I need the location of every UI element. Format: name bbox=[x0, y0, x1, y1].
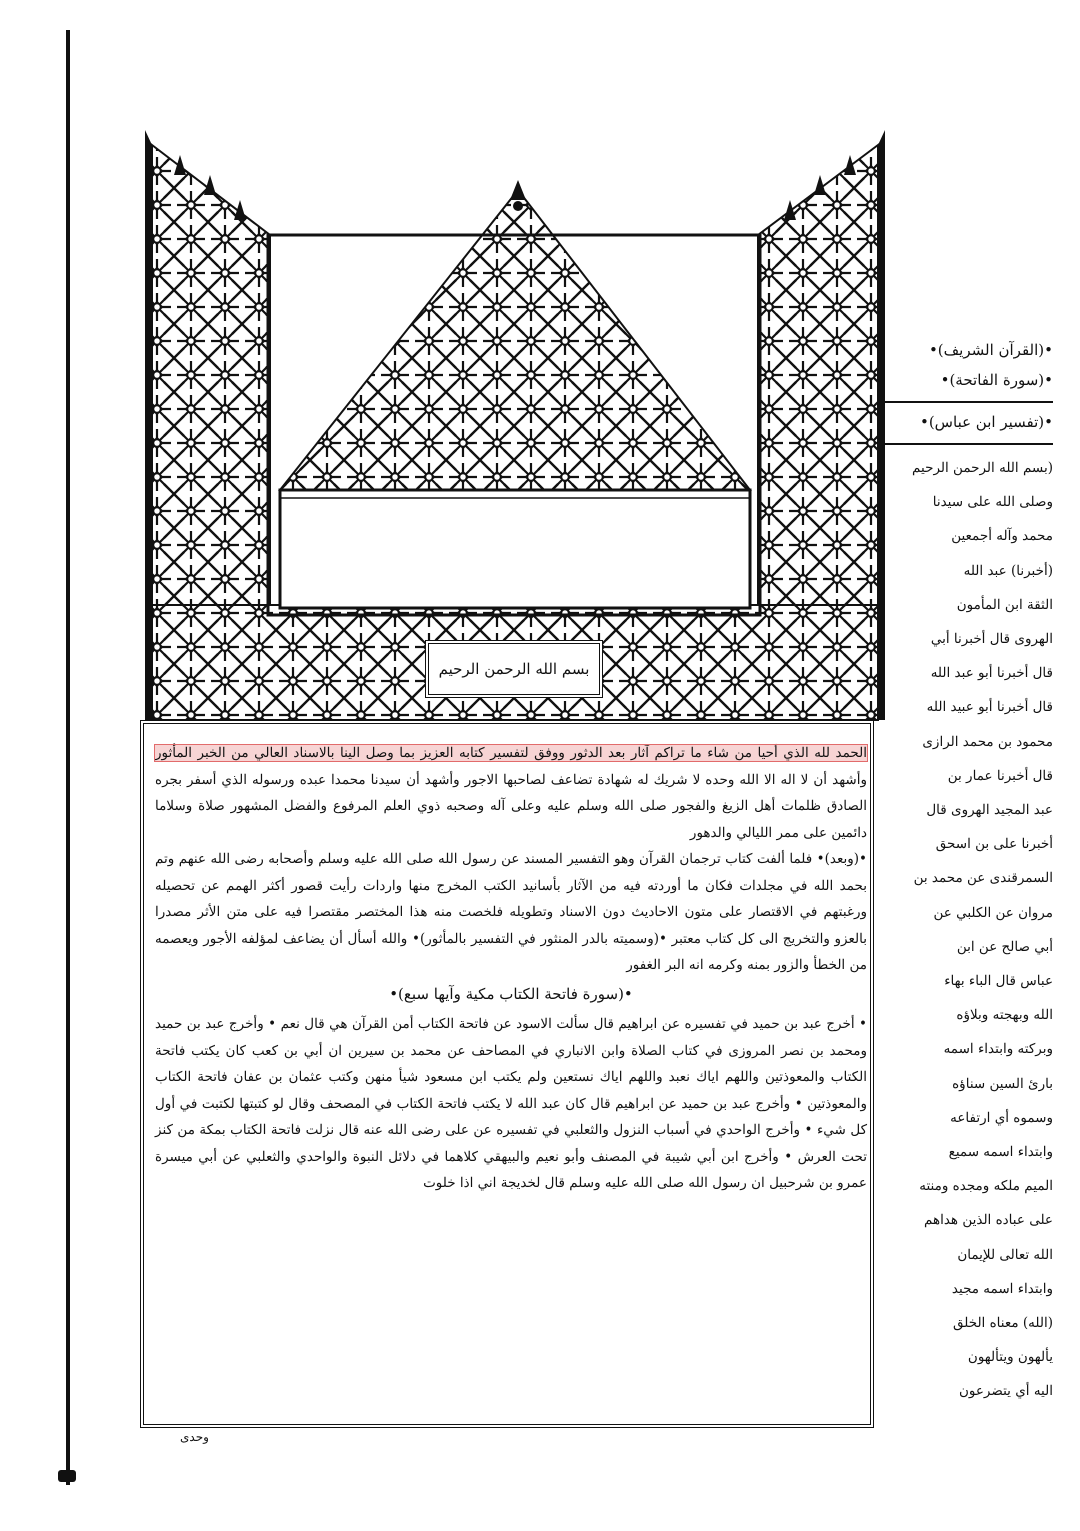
side-line: وصلى الله على سيدنا bbox=[932, 494, 1053, 511]
side-line: أخبرنا على بن اسحق bbox=[935, 836, 1053, 853]
side-heading-tafsir: •(تفسير ابن عباس)• bbox=[919, 413, 1053, 431]
paragraph-narrations: • أخرج عبد بن حميد في تفسيره عن ابراهيم قال سألت الاسود عن فاتحة الكتاب أمن القرآن هي قال نعم • وأخرج عبد بن حميد ومحمد بن نصر المروزى في كتاب الصلاة وابن الانباري في المصاحف عن محمد بن سيرين ان أبي بن كعب كان يكتب فاتحة الكتاب والمعوذتين واللهم اياك نعبد واللهم اياك نستعين ولم يكتب ابن مسعود شيأ منهن وكتب عثمان بن عفان فاتحة الكتاب والمعوذتين • وأخرج عبد بن حميد عن ابراهيم قال كان عبد الله لا يكتب فاتحة الكتاب في المصحف وقال لو كتبتها لكتبت في أول كل شيء • وأخرج الواحدي في أسباب النزول والثعلبي في تفسيره عن على رضى الله عنه قال نزلت فاتحة الكتاب بمكة من كنز تحت العرش • وأخرج ابن أبي شيبة في المصنف وأبو نعيم والبيهقي كلاهما في دلائل النبوة والواحدي والثعلبي عن أبي ميسرة عمرو بن شرحبيل ان رسول الله صلى الله عليه وسلم قال لخديجة اني اذا خلوت bbox=[155, 1016, 867, 1191]
side-line: الله وبهجته وبلاؤه bbox=[956, 1007, 1053, 1024]
side-line: الهروى قال أخبرنا أبي bbox=[930, 631, 1053, 648]
side-line: مروان عن الكلبي عن bbox=[933, 904, 1053, 921]
side-line: قال أخبرنا عمار بن bbox=[947, 767, 1053, 784]
basmala-box bbox=[425, 640, 603, 698]
side-line: يألهون ويتألهون bbox=[967, 1349, 1053, 1366]
side-line: الميم ملكه ومجده ومنته bbox=[919, 1178, 1053, 1195]
side-line: (بسم الله الرحمن الرحيم bbox=[912, 460, 1053, 476]
side-line: قال أخبرنا أبو عبد الله bbox=[930, 665, 1053, 682]
side-line: الله تعالى للإيمان bbox=[957, 1246, 1053, 1263]
side-line: وسموه أي ارتفاعه bbox=[950, 1109, 1053, 1126]
side-line: وبركته وابتداء اسمه bbox=[943, 1041, 1053, 1058]
basmala-text: بسم الله الرحمن الرحيم bbox=[438, 660, 590, 678]
side-column bbox=[885, 335, 1053, 1409]
paragraph-wa-bad: •(وبعد)• فلما ألفت كتاب ترجمان القرآن وهو التفسير المسند عن رسول الله صلى الله عليه وسلم وأصحابه رضى الله عنهم وتم بحمد الله في مجلدات فكان ما أوردته فيه من الآثار بأسانيد الكتب المخرج منها واردات رأيت قصور أكثر الهمم عن تحصيله ورغبتهم في الاقتصار على متون الاحاديث دون الاسناد وتطويله فلخصت منه هذا المختصر مقتصرا فيه على متن الأثر مصدرا بالعزو والتخريج الى كل كتاب معتبر •(وسميته بالدر المنثور في التفسير بالمأثور)• والله أسأل أن يضاعف لمؤلفه الأجور ويعصمه من الخطأ والزور بمنه وكرمه انه البر الغفور bbox=[155, 851, 867, 973]
side-line: وابتداء اسمه مجيد bbox=[951, 1280, 1053, 1297]
catchword: وحدى bbox=[180, 1430, 209, 1444]
side-text bbox=[885, 451, 1053, 1409]
binding-line-foot bbox=[58, 1470, 76, 1482]
binding-line bbox=[66, 30, 70, 1485]
side-line: عبد المجيد الهروى قال bbox=[926, 802, 1053, 819]
side-line: وابتداء اسمه سميع bbox=[948, 1144, 1053, 1161]
highlighted-opening-line: الحمد لله الذي أحيا من شاء ما تراكم آثار بعد الدثور ووفق لتفسير كتابه العزيز بما وصل الينا بالاسناد العالي من الخبر المأثور bbox=[155, 745, 867, 761]
surah-heading: •(سورة فاتحة الكتاب مكية وآيها سبع)• bbox=[389, 984, 633, 1003]
side-line: السمرقندى عن محمد بن bbox=[913, 870, 1053, 887]
side-divider bbox=[885, 443, 1053, 445]
side-line: اليه أي يتضرعون bbox=[958, 1383, 1053, 1400]
side-line: عباس قال الباء بهاء bbox=[944, 973, 1053, 990]
side-line: محمد وآله أجمعين bbox=[951, 528, 1053, 545]
ornamental-header bbox=[140, 120, 890, 730]
side-divider bbox=[885, 401, 1053, 403]
side-heading-fatiha: •(سورة الفاتحة)• bbox=[940, 371, 1053, 389]
side-line: (أخبرنا) عبد الله bbox=[963, 562, 1053, 579]
side-line: (الله) معناه الخلق bbox=[953, 1315, 1053, 1332]
side-line: أبي صالح عن ابن bbox=[956, 938, 1053, 955]
main-text-block bbox=[155, 740, 867, 1197]
side-line: محمود بن محمد الرازى bbox=[922, 733, 1053, 750]
side-line: على عباده الذين هداهم bbox=[923, 1212, 1053, 1229]
intro-paragraph-rest: وأشهد أن لا اله الا الله وحده لا شريك له شهادة تضاعف لصاحبها الاجور وأشهد أن سيدنا محمدا عبده ورسوله الذي أسفر بجره الصادق ظلمات أهل الزيغ والفجور صلى الله وسلم عليه وعلى آله وصحبه ذوي العلم المرفوع والفضل المشهور صلاة وسلاما دائمين على ممر الليالي والدهور bbox=[155, 771, 867, 841]
side-line: قال أخبرنا أبو عبيد الله bbox=[926, 699, 1053, 716]
side-heading-quran: •(القرآن الشريف)• bbox=[928, 341, 1053, 359]
side-line: بارئ السين سناؤه bbox=[952, 1075, 1053, 1092]
intro-paragraph bbox=[155, 740, 867, 846]
side-line: الثقة ابن المأمون bbox=[956, 596, 1053, 613]
